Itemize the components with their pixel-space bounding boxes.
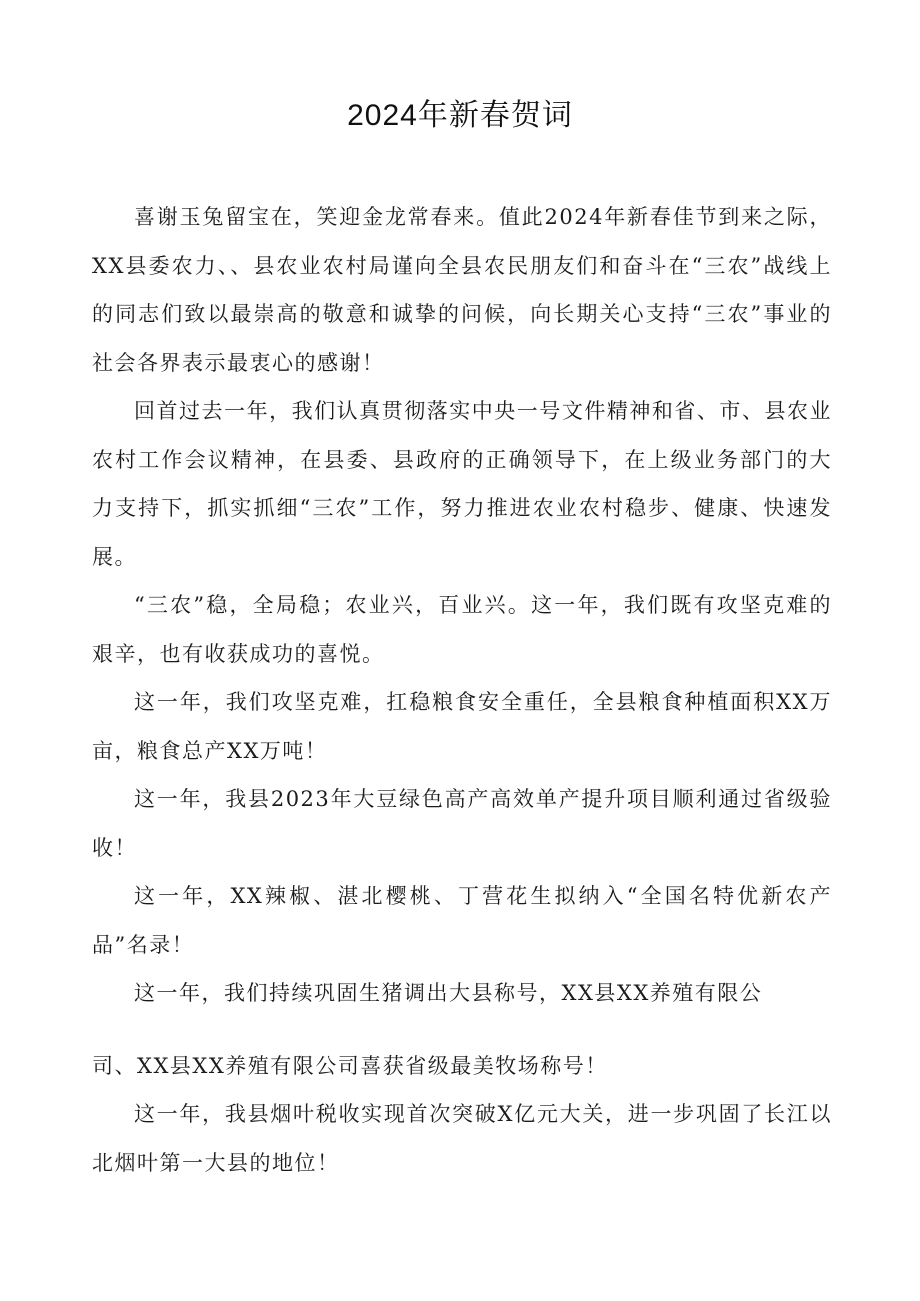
paragraph-soybean: 这一年，我县2023年大豆绿色高产高效单产提升项目顺利通过省级验收！ xyxy=(92,787,832,860)
paragraph-pig: 这一年，我们持续巩固生猪调出大县称号，XX县XX养殖有限公 xyxy=(134,981,763,1005)
paragraph-review: 回首过去一年，我们认真贯彻落实中央一号文件精神和省、市、县农业农村工作会议精神，在县委、县政府的正确领导下，在上级业务部门的大力支持下，抓实抓细“三农”工作，努力推进农业农村稳步、健康、快速发展。 xyxy=(92,399,832,569)
document-title: 2024年新春贺词 xyxy=(347,99,573,132)
paragraph-products: 这一年，XX辣椒、湛北樱桃、丁营花生拟纳入“全国名特优新农产品”名录！ xyxy=(92,884,832,957)
paragraph-greeting: 喜谢玉兔留宝在，笑迎金龙常春来。值此2024年新春佳节到来之际，XX县委农力、、县农业农村局谨向全县农民朋友们和奋斗在“三农”战线上的同志们致以最崇高的敬意和诚挚的问候，向长期关心支持“三农”事业的社会各界表示最衷心的感谢！ xyxy=(92,205,832,375)
paragraph-three-rural: “三农”稳，全局稳；农业兴，百业兴。这一年，我们既有攻坚克难的艰辛，也有收获成功的喜悦。 xyxy=(92,593,832,666)
paragraph-tobacco: 这一年，我县烟叶税收实现首次突破X亿元大关，进一步巩固了长江以北烟叶第一大县的地位！ xyxy=(92,1102,832,1175)
paragraph-grain: 这一年，我们攻坚克难，扛稳粮食安全重任，全县粮食种植面积XX万亩，粮食总产XX万吨！ xyxy=(92,690,832,763)
paragraph-pig-continued: 司、XX县XX养殖有限公司喜获省级最美牧场称号！ xyxy=(92,1053,608,1078)
paragraph-gap xyxy=(92,1018,832,1042)
document-body xyxy=(92,193,832,1187)
